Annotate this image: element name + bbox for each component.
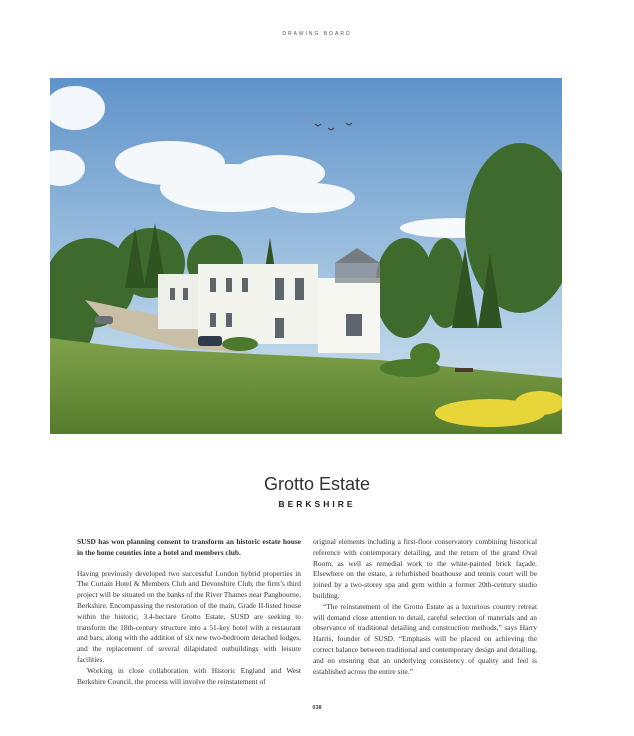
body-paragraph: Having previously developed two successful London hybrid properties in The Curtain Hotel & Members Club and Devonshire Club, the firm’s third project will be situated on the banks of the River Thames near Pangbourne, Berkshire. Encompassing the restoration of the main, Grade II-listed house within the historic, 3.4-hectare Grotto Estate, SUSD are seeking to transform the 18th-century structure into a 51-key hotel with a restaurant and bars, along with the addition of six new two-bedroom detached lodges, and the replacement of several dilapidated outbuildings with leisure facilities. <box>77 568 301 664</box>
article-title: Grotto Estate <box>263 474 371 494</box>
body-paragraph: original elements including a first-floor conservatory combining historical reference with contemporary detailing, and the return of the grand Oval Room, as well as remedial work to the white-painted brick façade. Elsewhere on the estate, a refurbished boathouse and tennis court will be joined by a two-storey spa and gym within a former 20th-century studio building. <box>313 537 537 600</box>
body-column-left <box>77 537 301 687</box>
body-paragraph: Working in close collaboration with Historic England and West Berkshire Council, the process will involve the reinstatement of <box>77 665 301 686</box>
section-header: DRAWING BOARD <box>282 31 352 37</box>
lead-paragraph: SUSD has won planning consent to transform an historic estate house in the home counties into a hotel and members club. <box>77 537 301 557</box>
body-column-right <box>313 537 537 677</box>
hero-image <box>50 78 562 434</box>
quote-paragraph: “The reinstatement of the Grotto Estate as a luxurious country retreat will demand close attention to detail, careful selection of materials and an observance of traditional detailing and construction methods,” says Harry Harris, founder of SUSD. “Emphasis will be placed on achieving the correct balance between traditional and contemporary design and detailing, and on ensuring that an underlying consistency of quality and feel is established across the entire site.” <box>313 601 537 676</box>
article-subtitle: BERKSHIRE <box>278 499 356 509</box>
page-number: 038 <box>312 705 322 711</box>
